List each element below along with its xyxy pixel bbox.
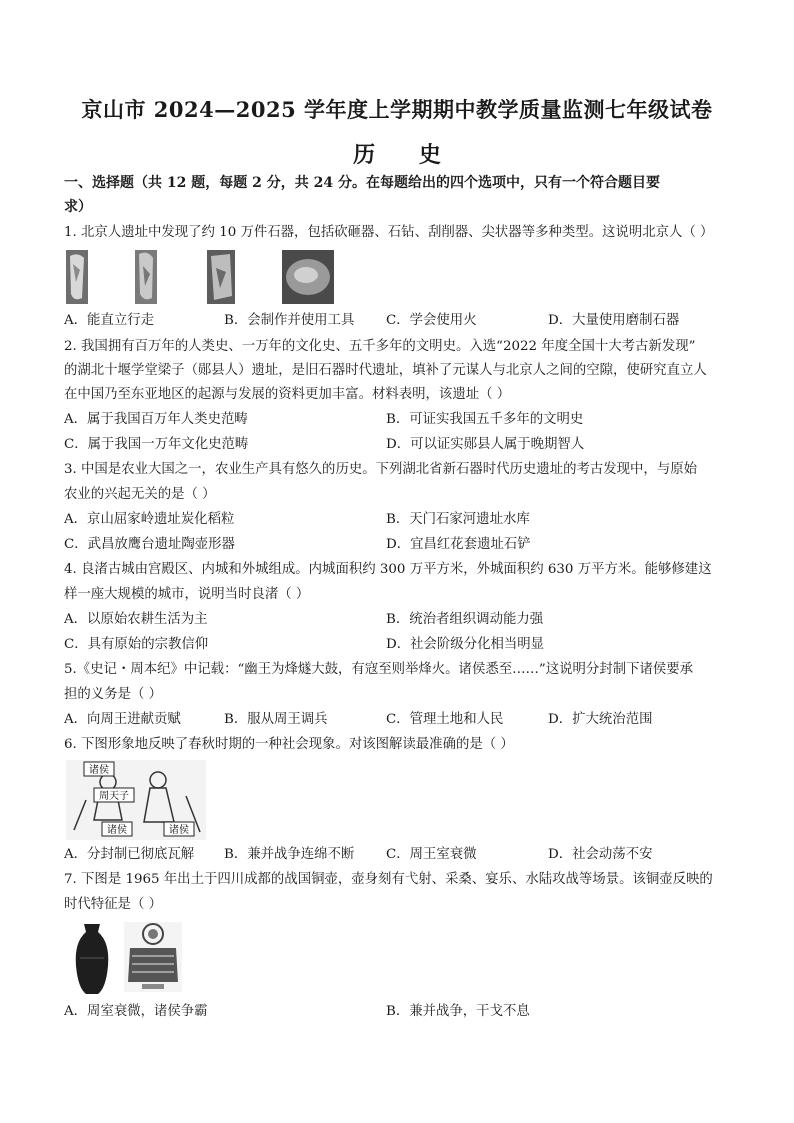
q7-option-a: A．周室衰微，诸侯争霸 [64, 1004, 208, 1019]
question-5-stem-2: 担的义务是（ ） [64, 687, 162, 702]
bronze-pot-image [64, 918, 186, 998]
question-3-stem-2: 农业的兴起无关的是（ ） [64, 487, 216, 502]
question-2-stem-3: 在中国乃至东亚地区的起源与发展的资料更加丰富。材料表明，该遗址（ ） [64, 387, 511, 402]
question-4-stem-2: 样一座大规模的城市，说明当时良渚（ ） [64, 587, 310, 602]
cartoon-label-2: 周天子 [99, 791, 129, 802]
q6-option-c: C．周王室衰微 [386, 847, 477, 862]
q1-option-a: A．能直立行走 [64, 313, 155, 328]
q7-option-b: B．兼并战争，干戈不息 [386, 1004, 530, 1019]
q2-option-b: B．可证实我国五千多年的文明史 [386, 412, 584, 427]
q5-option-d: D．扩大统治范围 [548, 712, 653, 727]
q1-option-d: D．大量使用磨制石器 [548, 313, 680, 328]
question-7-stem: 7. 下图是 1965 年出土于四川成都的战国铜壶，壶身刻有弋射、采桑、宴乐、水陆攻战等场景。该铜壶反映的 [64, 872, 713, 887]
q2-option-d: D．可以证实郧县人属于晚期智人 [386, 437, 585, 452]
q4-option-b: B．统治者组织调动能力强 [386, 612, 544, 627]
question-2-stem-2: 的湖北十堰学堂梁子（郧县人）遗址，是旧石器时代遗址，填补了元谋人与北京人之间的空隙，使研究直立人 [64, 363, 707, 378]
q5-option-a: A．向周王进献贡赋 [64, 712, 181, 727]
subject-title: 历 史 [353, 142, 459, 168]
question-2-stem: 2. 我国拥有百万年的人类史、一万年的文化史、五千多年的文明史。入选“2022 年度全国十大考古新发现” [64, 339, 696, 354]
q3-option-a: A．京山屈家岭遗址炭化稻粒 [64, 512, 235, 527]
q5-option-c: C．管理土地和人民 [386, 712, 504, 727]
q2-option-c: C．属于我国一万年文化史范畴 [64, 437, 249, 452]
question-7-stem-2: 时代特征是（ ） [64, 897, 162, 912]
question-4-stem: 4. 良渚古城由宫殿区、内城和外城组成。内城面积约 300 万平方米，外城面积约 630 万平方米。能够修建这 [64, 562, 712, 577]
q4-option-a: A．以原始农耕生活为主 [64, 612, 208, 627]
q4-option-d: D．社会阶级分化相当明显 [386, 637, 545, 652]
section-heading-cont: 求） [64, 199, 92, 215]
question-3-stem: 3. 中国是农业大国之一，农业生产具有悠久的历史。下列湖北省新石器时代历史遗址的考古发现中，与原始 [64, 462, 697, 477]
q6-option-b: B．兼并战争连绵不断 [224, 847, 355, 862]
exam-title: 京山市 2024—2025 学年度上学期期中教学质量监测七年级试卷 [81, 97, 713, 122]
q1-option-c: C．学会使用火 [386, 313, 477, 328]
q3-option-b: B．天门石家河遗址水库 [386, 512, 530, 527]
q2-option-a: A．属于我国百万年人类史范畴 [64, 412, 248, 427]
cartoon-label-1: 诸侯 [89, 765, 109, 776]
q3-option-d: D．宜昌红花套遗址石铲 [386, 537, 531, 552]
cartoon-label-3: 诸侯 [107, 825, 127, 836]
question-5-stem: 5.《史记・周本纪》中记载：“幽王为烽燧大鼓，有寇至则举烽火。诸侯悉至……”这说明分封制下诸侯要承 [64, 662, 694, 677]
q6-option-d: D．社会动荡不安 [548, 847, 653, 862]
q5-option-b: B．服从周王调兵 [224, 712, 328, 727]
question-1-stem: 1. 北京人遗址中发现了约 10 万件石器，包括砍砸器、石钻、刮削器、尖状器等多种类型。这说明北京人（ ） [64, 225, 714, 240]
q3-option-c: C．武昌放鹰台遗址陶壶形器 [64, 537, 235, 552]
stone-tools-image [64, 248, 336, 306]
q4-option-c: C．具有原始的宗教信仰 [64, 637, 209, 652]
q6-option-a: A．分封制已彻底瓦解 [64, 847, 195, 862]
cartoon-label-4: 诸侯 [169, 825, 189, 836]
cartoon-image [66, 760, 206, 840]
q1-option-b: B．会制作并使用工具 [224, 313, 355, 328]
section-heading: 一、选择题（共 12 题，每题 2 分，共 24 分。在每题给出的四个选项中，只有一个符合题目要 [64, 175, 660, 191]
question-6-stem: 6. 下图形象地反映了春秋时期的一种社会现象。对该图解读最准确的是（ ） [64, 737, 514, 752]
